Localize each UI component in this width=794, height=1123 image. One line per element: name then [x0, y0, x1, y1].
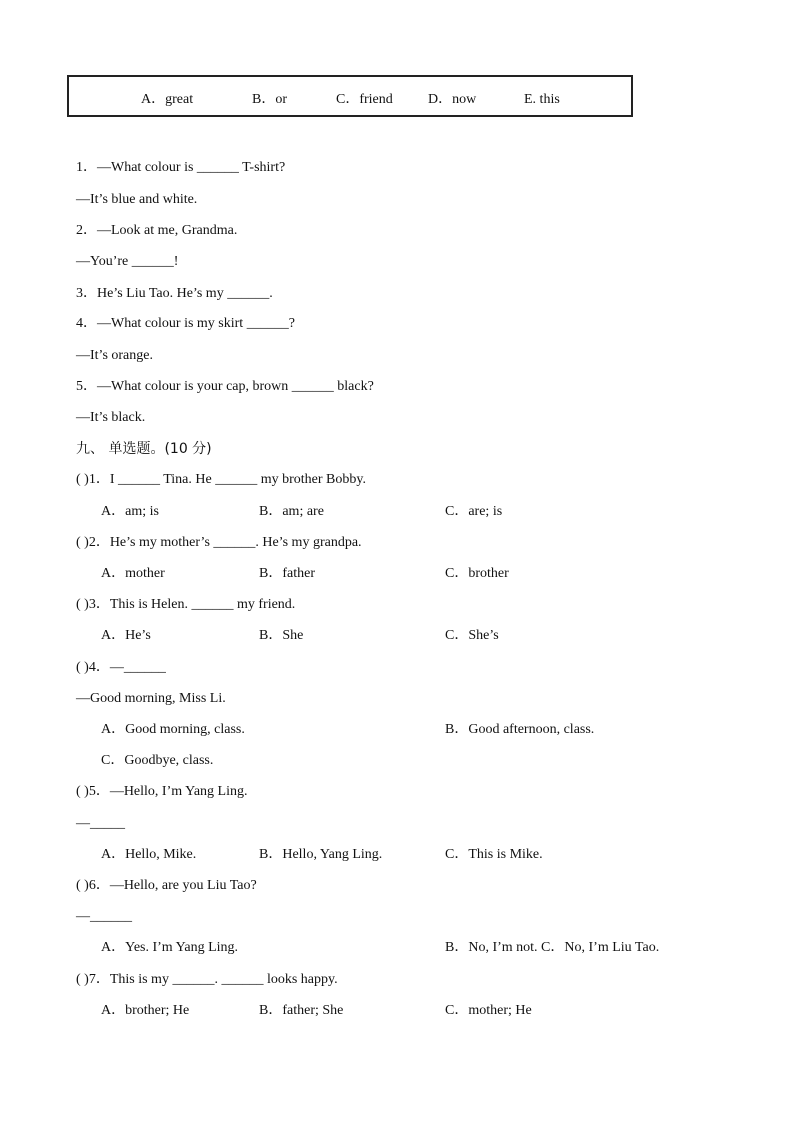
option-b: B．father [259, 566, 315, 581]
option-b-c: B．No, I’m not. C．No, I’m Liu Tao. [445, 940, 660, 955]
word-bank-box [67, 75, 633, 117]
question-stem: ( )3．This is Helen. ______ my friend. [76, 597, 296, 612]
question-reply: —_____ [76, 816, 125, 831]
option-a: A．mother [101, 566, 165, 581]
word-option-d: D．now [428, 92, 477, 107]
option-a: A．Yes. I’m Yang Ling. [101, 940, 239, 955]
option-b: B．father; She [259, 1003, 344, 1018]
word-option-b: B．or [252, 92, 287, 107]
option-a: A．He’s [101, 628, 151, 643]
fill-in-line: —It’s black. [76, 410, 146, 425]
word-option-e: E. this [524, 92, 560, 107]
fill-in-line: 3．He’s Liu Tao. He’s my ______. [76, 286, 273, 301]
option-c: C．mother; He [445, 1003, 532, 1018]
question-reply: —______ [76, 909, 132, 924]
fill-in-line: —It’s orange. [76, 348, 153, 363]
question-stem: ( )6．—Hello, are you Liu Tao? [76, 878, 257, 893]
fill-in-line: 4．—What colour is my skirt ______? [76, 316, 295, 331]
fill-in-line: —You’re ______! [76, 254, 179, 269]
option-a: A．brother; He [101, 1003, 190, 1018]
question-stem: ( )5．—Hello, I’m Yang Ling. [76, 784, 248, 799]
option-c: C．Goodbye, class. [101, 753, 214, 768]
word-option-a: A．great [141, 92, 194, 107]
option-a: A．Hello, Mike. [101, 847, 197, 862]
question-stem: ( )1．I ______ Tina. He ______ my brother Bobby. [76, 472, 366, 487]
word-option-c: C．friend [336, 92, 393, 107]
question-stem: ( )7．This is my ______. ______ looks happy. [76, 972, 338, 987]
option-c: C．are; is [445, 504, 503, 519]
option-b: B．Hello, Yang Ling. [259, 847, 383, 862]
option-a: A．am; is [101, 504, 159, 519]
section-heading: 九、 单选题。(10 分) [76, 441, 212, 457]
question-stem: ( )2．He’s my mother’s ______. He’s my grandpa. [76, 535, 362, 550]
fill-in-line: 1．—What colour is ______ T-shirt? [76, 160, 286, 175]
option-b: B．am; are [259, 504, 324, 519]
option-a: A．Good morning, class. [101, 722, 245, 737]
option-b: B．Good afternoon, class. [445, 722, 595, 737]
fill-in-line: —It’s blue and white. [76, 192, 198, 207]
option-c: C．This is Mike. [445, 847, 543, 862]
option-c: C．brother [445, 566, 509, 581]
option-b: B．She [259, 628, 304, 643]
option-c: C．She’s [445, 628, 499, 643]
question-reply: —Good morning, Miss Li. [76, 691, 226, 706]
fill-in-line: 5．—What colour is your cap, brown ______ black? [76, 379, 374, 394]
question-stem: ( )4．—______ [76, 660, 166, 675]
fill-in-line: 2．—Look at me, Grandma. [76, 223, 238, 238]
